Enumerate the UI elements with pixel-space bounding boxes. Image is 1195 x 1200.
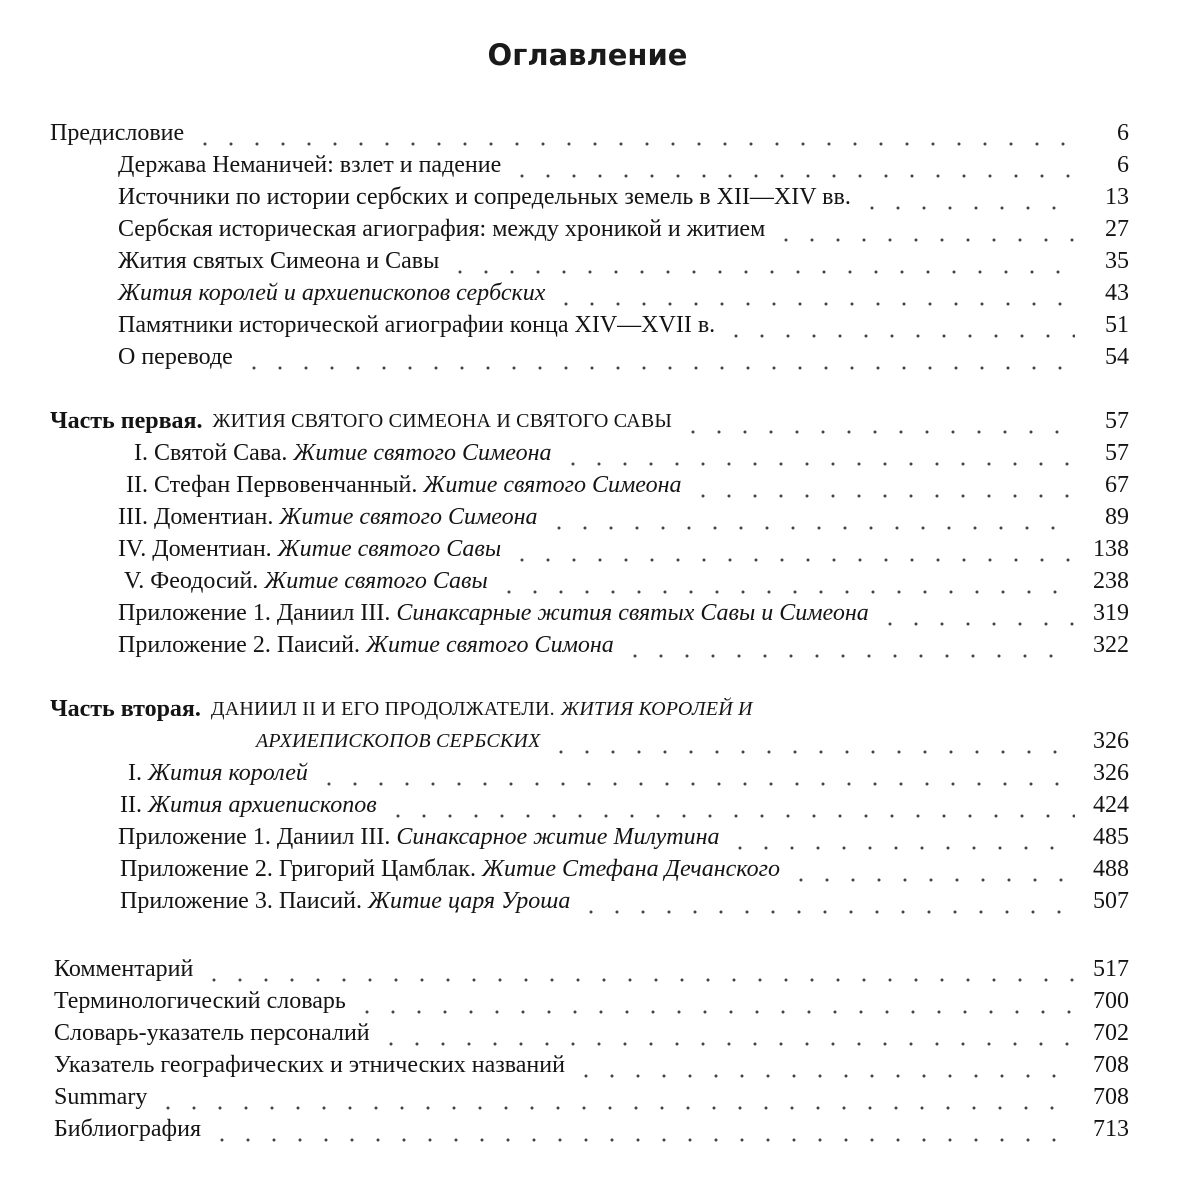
dot-leader: [727, 822, 1075, 852]
page-number: 13: [1105, 184, 1129, 210]
dot-leader: [316, 758, 1075, 788]
dot-leader: [192, 118, 1075, 148]
entry-label: Предисловие: [50, 120, 185, 146]
entry-label: Сербская историческая агиография: между хроникой и житием: [118, 216, 766, 242]
entry-work: Житие святого Симона: [365, 632, 614, 658]
entry-work: Житие царя Уроша: [367, 888, 571, 914]
page-number: 702: [1093, 1020, 1129, 1046]
page-number: 708: [1093, 1084, 1129, 1110]
page-number: 89: [1105, 504, 1129, 530]
dot-leader: [509, 534, 1075, 564]
entry-label: Источники по истории сербских и сопредельных земель в XII—XIV вв.: [118, 184, 851, 210]
dot-leader: [553, 278, 1075, 308]
toc-entry: [128, 756, 1129, 788]
page-number: 6: [1117, 120, 1129, 146]
part-title: ДАНИИЛ II И ЕГО ПРОДОЛЖАТЕЛИ.: [210, 698, 555, 720]
toc-entry: [118, 180, 1129, 212]
page-number: 700: [1093, 988, 1129, 1014]
entry-author: III. Доментиан.: [118, 504, 274, 530]
toc-part-heading: [50, 692, 1129, 724]
entry-work: Житие святого Савы: [277, 536, 502, 562]
page-number: 35: [1105, 248, 1129, 274]
entry-label: Жития святых Симеона и Савы: [118, 248, 440, 274]
toc-entry: [118, 148, 1129, 180]
page-number: 54: [1105, 344, 1129, 370]
dot-leader: [241, 342, 1075, 372]
toc-entry: [120, 884, 1129, 916]
dot-leader: [578, 886, 1075, 916]
toc-entry: [118, 244, 1129, 276]
page-number: 708: [1093, 1052, 1129, 1078]
toc-entry-preface: [50, 116, 1129, 148]
page-number: 27: [1105, 216, 1129, 242]
page-number: 51: [1105, 312, 1129, 338]
entry-label: Summary: [54, 1084, 148, 1110]
page-number: 424: [1093, 792, 1129, 818]
entry-label: Памятники исторической агиографии конца XIV—XVII в.: [118, 312, 716, 338]
entry-label: Жития королей и архиепископов сербских: [118, 280, 546, 306]
entry-label: Указатель географических и этнических названий: [54, 1052, 565, 1078]
toc-entry: [120, 852, 1129, 884]
toc-entry: [118, 212, 1129, 244]
page-number: 43: [1105, 280, 1129, 306]
page-number: 6: [1117, 152, 1129, 178]
entry-work: Житие святого Савы: [264, 568, 488, 594]
toc-entry: [134, 436, 1129, 468]
dot-leader: [560, 438, 1075, 468]
entry-work: Жития королей: [148, 760, 308, 786]
dot-leader: [155, 1082, 1075, 1112]
dot-leader: [680, 406, 1075, 436]
dot-leader: [201, 954, 1075, 984]
page-number: 517: [1093, 956, 1129, 982]
toc-entry: [118, 308, 1129, 340]
entry-label: Держава Неманичей: взлет и падение: [118, 152, 502, 178]
page-number: 488: [1093, 856, 1129, 882]
entry-work: Житие святого Симеона: [293, 440, 552, 466]
entry-work: Синаксарное житие Милутина: [396, 824, 720, 850]
entry-work: Житие Стефана Дечанского: [482, 856, 780, 882]
part-title-italic: АРХИЕПИСКОПОВ СЕРБСКИХ: [256, 730, 541, 752]
dot-leader: [723, 310, 1075, 340]
part-label: Часть первая.: [50, 408, 203, 434]
part-title-italic: ЖИТИЯ КОРОЛЕЙ И: [560, 698, 753, 720]
dot-leader: [877, 598, 1075, 628]
page-number: 57: [1105, 440, 1129, 466]
page-number: 238: [1093, 568, 1129, 594]
dot-leader: [788, 854, 1075, 884]
entry-label: О переводе: [118, 344, 233, 370]
dot-leader: [385, 790, 1075, 820]
entry-author: Приложение 3. Паисий.: [120, 888, 362, 914]
toc-part-heading-cont: [256, 724, 1129, 756]
toc-entry: [118, 276, 1129, 308]
dot-leader: [548, 726, 1075, 756]
entry-author: II. Стефан Первовенчанный.: [126, 472, 418, 498]
entry-author: Приложение 2. Паисий.: [118, 632, 360, 658]
entry-author: Приложение 2. Григорий Цамблак.: [120, 856, 477, 882]
dot-leader: [509, 150, 1075, 180]
toc-entry-backmatter: [54, 984, 1129, 1016]
entry-work: Синаксарные жития святых Савы и Симеона: [396, 600, 869, 626]
entry-label: Комментарий: [54, 956, 194, 982]
dot-leader: [496, 566, 1075, 596]
dot-leader: [546, 502, 1075, 532]
page-number: 319: [1093, 600, 1129, 626]
toc-entry-backmatter: [54, 1048, 1129, 1080]
page-number: 326: [1093, 760, 1129, 786]
page-number: 57: [1105, 408, 1129, 434]
entry-author: V. Феодосий.: [124, 568, 259, 594]
toc-entry: [118, 532, 1129, 564]
page-number: 138: [1093, 536, 1129, 562]
dot-leader: [447, 246, 1075, 276]
part-label: Часть вторая.: [50, 696, 201, 722]
entry-work: Житие святого Симеона: [423, 472, 682, 498]
entry-label: Терминологический словарь: [54, 988, 346, 1014]
toc-entry: [118, 596, 1129, 628]
entry-label: Словарь-указатель персоналий: [54, 1020, 370, 1046]
entry-author: II.: [120, 792, 142, 818]
dot-leader: [209, 1114, 1075, 1144]
part-title: ЖИТИЯ СВЯТОГО СИМЕОНА И СВЯТОГО САВЫ: [212, 410, 673, 432]
toc-entry-backmatter: [54, 1016, 1129, 1048]
toc-entry-backmatter: [54, 1080, 1129, 1112]
toc-entry: [118, 340, 1129, 372]
toc-entry: [118, 628, 1129, 660]
entry-author: IV. Доментиан.: [118, 536, 272, 562]
entry-work: Житие святого Симеона: [279, 504, 538, 530]
page-number: 507: [1093, 888, 1129, 914]
page-number: 485: [1093, 824, 1129, 850]
entry-label: Библиография: [54, 1116, 201, 1142]
entry-author: Приложение 1. Даниил III.: [118, 824, 391, 850]
toc-entry: [120, 788, 1129, 820]
dot-leader: [573, 1050, 1075, 1080]
toc-entry: [126, 468, 1129, 500]
toc-entry: [118, 500, 1129, 532]
page-number: 326: [1093, 728, 1129, 754]
dot-leader: [354, 986, 1075, 1016]
page-number: 713: [1093, 1116, 1129, 1142]
page-number: 67: [1105, 472, 1129, 498]
toc-entry: [124, 564, 1129, 596]
dot-leader: [690, 470, 1075, 500]
dot-leader: [378, 1018, 1075, 1048]
entry-work: Жития архиепископов: [147, 792, 377, 818]
toc-part-heading: [50, 404, 1129, 436]
entry-author: Приложение 1. Даниил III.: [118, 600, 391, 626]
entry-author: I.: [128, 760, 142, 786]
dot-leader: [859, 182, 1075, 212]
entry-author: I. Святой Сава.: [134, 440, 288, 466]
dot-leader: [622, 630, 1075, 660]
toc-entry-backmatter: [54, 952, 1129, 984]
dot-leader: [773, 214, 1075, 244]
toc-entry-backmatter: [54, 1112, 1129, 1144]
toc-entry: [118, 820, 1129, 852]
page-number: 322: [1093, 632, 1129, 658]
page-title: Оглавление: [487, 38, 688, 72]
